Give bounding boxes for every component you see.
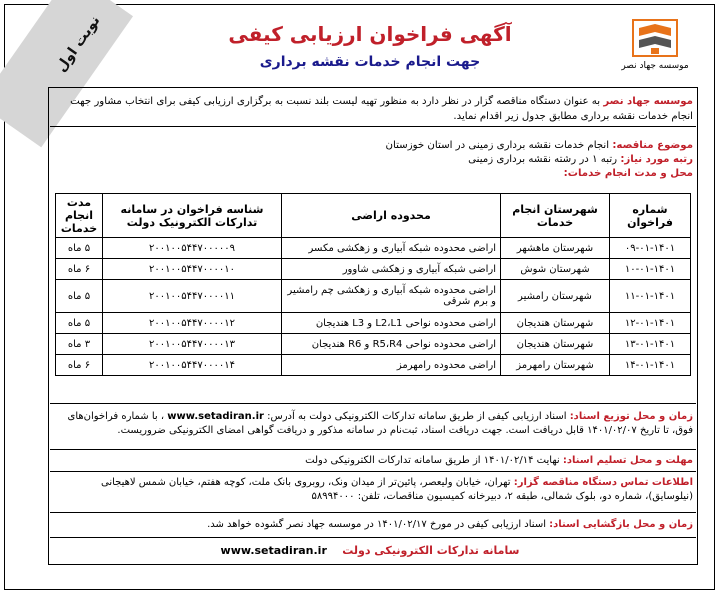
rank-line — [53, 153, 693, 167]
footer-url[interactable]: www.setadiran.ir — [220, 544, 327, 557]
table-row — [56, 313, 691, 334]
divider — [50, 512, 696, 513]
cell-city: شهرستان شوش — [501, 259, 610, 280]
cell-system-id: ۲۰۰۱۰۰۵۴۴۷۰۰۰۰۱۲ — [103, 313, 282, 334]
page-subtitle: جهت انجام خدمات نقشه برداری — [259, 54, 481, 70]
cell-system-id: ۲۰۰۱۰۰۵۴۴۷۰۰۰۰۱۳ — [103, 334, 282, 355]
table-row — [56, 238, 691, 259]
header-city: شهرستان انجام خدمات — [501, 194, 610, 238]
divider — [50, 126, 696, 127]
cell-system-id: ۲۰۰۱۰۰۵۴۴۷۰۰۰۰۰۹ — [103, 238, 282, 259]
opening-text: اسناد ارزیابی کیفی در مورخ ۱۴۰۱/۰۲/۱۷ در موسسه جهاد نصر گشوده خواهد شد. — [207, 519, 546, 530]
cell-call-number: ۰۹-۰۱-۱۴۰۱ — [610, 238, 691, 259]
distribution-text-2: ، با شماره فراخوان‌های فوق، تا تاریخ ۱۴۰۱/۰۲/۰۷ قابل دریافت است. جهت دریافت اسناد، ثبت‌نام در سامانه مذکور و دریافت گواهی امضای الکترونیکی ضروریست. — [67, 411, 693, 436]
cell-duration: ۵ ماه — [56, 313, 103, 334]
place-label: محل و مدت انجام خدمات: — [563, 168, 693, 179]
table-header-row — [56, 194, 691, 238]
logo — [599, 14, 711, 78]
services-table — [55, 193, 691, 376]
opening-block — [53, 518, 693, 532]
cell-call-number: ۱۲-۰۱-۱۴۰۱ — [610, 313, 691, 334]
cell-duration: ۵ ماه — [56, 238, 103, 259]
distribution-text: اسناد ارزیابی کیفی از طریق سامانه تدارکات الکترونیکی دولت به آدرس: — [267, 411, 567, 422]
intro-text: به عنوان دستگاه مناقصه گزار در نظر دارد به منظور تهیه لیست بلند نسبت به برگزاری ارزیابی کیفی برای انتخاب مشاور جهت انجام خدمات نقشه برداری مطابق جدول زیر اقدام نماید. — [70, 96, 693, 122]
deadline-label: مهلت و محل تسلیم اسناد: — [562, 455, 693, 466]
distribution-url[interactable]: www.setadiran.ir — [167, 411, 264, 422]
rank-label: رتبه مورد نیاز: — [620, 154, 693, 165]
cell-area: اراضی شبکه آبیاری و زهکشی شاوور — [282, 259, 501, 280]
cell-duration: ۶ ماه — [56, 355, 103, 376]
place-line — [53, 167, 693, 181]
page-title: آگهی فراخوان ارزیابی کیفی — [228, 22, 512, 46]
cell-city: شهرستان رامشیر — [501, 280, 610, 313]
contact-block — [53, 476, 693, 504]
subject-line — [53, 139, 693, 153]
cell-area: اراضی محدوده نواحی L2،L1 و L3 هندیجان — [282, 313, 501, 334]
opening-label: زمان و محل بازگشایی اسناد: — [549, 519, 693, 530]
distribution-block — [53, 410, 693, 438]
cell-duration: ۳ ماه — [56, 334, 103, 355]
table-row — [56, 334, 691, 355]
table-row — [56, 280, 691, 313]
contact-text: تهران، خیابان ولیعصر، پائین‌تر از میدان ونک، روبروی بانک ملت، کوچه هفتم، خیابان شمس لاهیجانی (نیلوسایق)، شماره دو، بلوک شمالی، طبقه ۲، دبیرخانه کمیسیون مناقصات، تلفن: ۵۸۹۹۴۰۰۰ — [101, 477, 693, 502]
header-call-number: شماره فراخوان — [610, 194, 691, 238]
cell-system-id: ۲۰۰۱۰۰۵۴۴۷۰۰۰۰۱۴ — [103, 355, 282, 376]
deadline-text: نهایت ۱۴۰۱/۰۲/۱۴ از طریق سامانه تدارکات الکترونیکی دولت — [305, 455, 560, 466]
header-area: محدوده اراضی — [282, 194, 501, 238]
divider — [50, 537, 696, 538]
cell-area: اراضی محدوده شبکه آبیاری و زهکشی مکسر — [282, 238, 501, 259]
cell-area: اراضی محدوده شبکه آبیاری و زهکشی چم رامشیر و برم شرقی — [282, 280, 501, 313]
cell-city: شهرستان ماهشهر — [501, 238, 610, 259]
deadline-block — [53, 454, 693, 468]
cell-city: شهرستان رامهرمز — [501, 355, 610, 376]
intro-org: موسسه جهاد نصر — [603, 96, 693, 107]
cell-area: اراضی محدوده نواحی R5،R4 و R6 هندیجان — [282, 334, 501, 355]
header-duration: مدت انجام خدمات — [56, 194, 103, 238]
ribbon-label: نوبت اول — [53, 12, 104, 76]
subject-label: موضوع مناقصه: — [612, 140, 693, 151]
logo-name: موسسه جهاد نصر — [621, 61, 689, 71]
divider — [50, 471, 696, 472]
cell-system-id: ۲۰۰۱۰۰۵۴۴۷۰۰۰۰۱۱ — [103, 280, 282, 313]
cell-system-id: ۲۰۰۱۰۰۵۴۴۷۰۰۰۰۱۰ — [103, 259, 282, 280]
cell-call-number: ۱۱-۰۱-۱۴۰۱ — [610, 280, 691, 313]
cell-call-number: ۱۳-۰۱-۱۴۰۱ — [610, 334, 691, 355]
table-row — [56, 259, 691, 280]
divider — [50, 449, 696, 450]
subject-value: انجام خدمات نقشه برداری زمینی در استان خوزستان — [385, 140, 610, 151]
cell-call-number: ۱۰-۰۱-۱۴۰۱ — [610, 259, 691, 280]
cell-city: شهرستان هندیجان — [501, 313, 610, 334]
rank-value: رتبه ۱ در رشته نقشه برداری زمینی — [468, 154, 618, 165]
divider — [50, 403, 696, 404]
cell-area: اراضی محدوده رامهرمز — [282, 355, 501, 376]
jahad-nasr-logo-icon — [625, 14, 685, 62]
cell-call-number: ۱۴-۰۱-۱۴۰۱ — [610, 355, 691, 376]
cell-city: شهرستان هندیجان — [501, 334, 610, 355]
distribution-label: زمان و محل توزیع اسناد: — [569, 411, 693, 422]
footer — [180, 544, 560, 557]
cell-duration: ۵ ماه — [56, 280, 103, 313]
table-row — [56, 355, 691, 376]
header-system-id: شناسه فراخوان در سامانه تدارکات الکترونیک دولت — [103, 194, 282, 238]
contact-label: اطلاعات تماس دستگاه مناقصه گزار: — [513, 477, 693, 488]
intro-paragraph — [53, 94, 693, 124]
cell-duration: ۶ ماه — [56, 259, 103, 280]
footer-label: سامانه تدارکات الکترونیکی دولت — [342, 544, 520, 557]
